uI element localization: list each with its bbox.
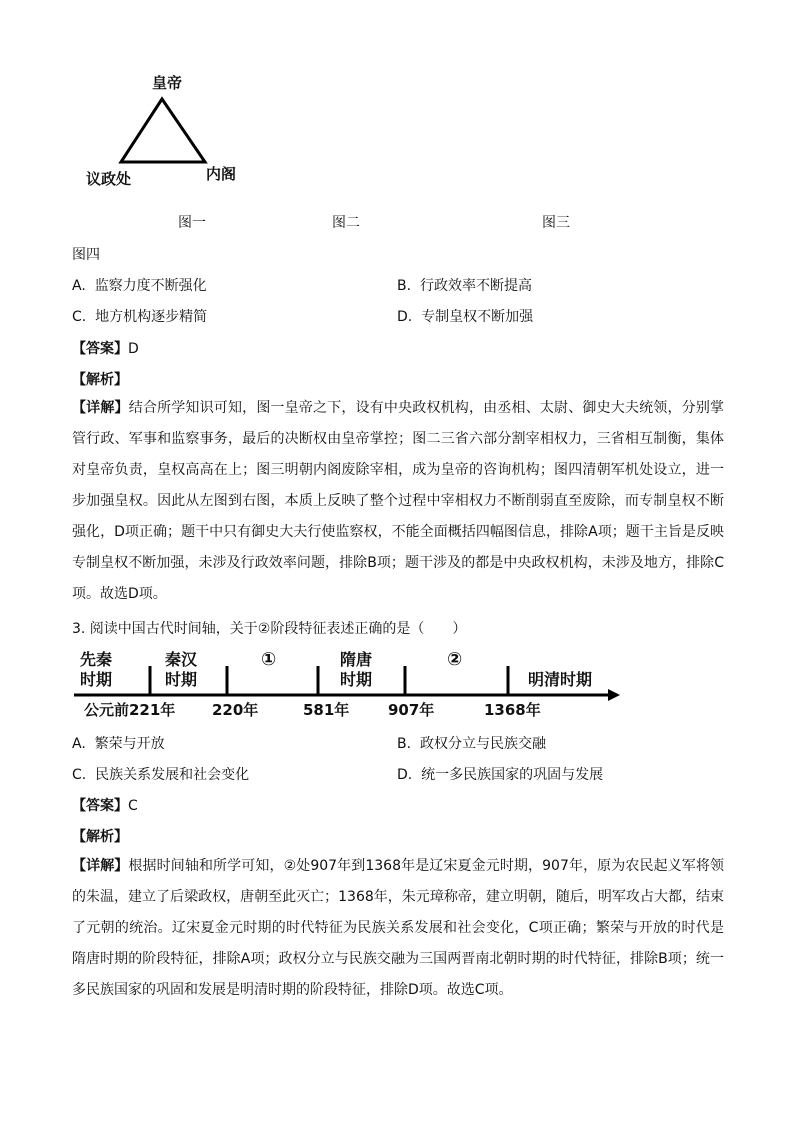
q3-answer: 【答案】C bbox=[72, 798, 138, 814]
figure-label-1: 图一 bbox=[178, 215, 206, 231]
timeline-period-2: ② bbox=[447, 649, 463, 670]
timeline-date-5: 1368年 bbox=[484, 701, 541, 719]
timeline-period-pre-qin: 先秦 时期 bbox=[80, 650, 113, 689]
diagram-left-label: 议政处 bbox=[86, 170, 132, 188]
timeline-date-1: 公元前221年 bbox=[84, 701, 176, 719]
timeline-date-2: 220年 bbox=[212, 701, 259, 719]
figure-label-4: 图四 bbox=[72, 247, 100, 263]
timeline-period-1: ① bbox=[261, 649, 277, 670]
timeline-period-qin-han: 秦汉 时期 bbox=[165, 650, 198, 689]
diagram-top-label: 皇帝 bbox=[152, 74, 183, 92]
q2-detail: 【详解】结合所学知识可知，图一皇帝之下，设有中央政权机构，由丞相、太尉、御史大夫统领，分别掌管行政、军事和监察事务，最后的决断权由皇帝掌控；图二三省六部分割宰相权力，三省相互制衡，集体对皇帝负责，皇权高高在上；图三明朝内阁废除宰相，成为皇帝的咨询机构；图四清朝军机处设立，进一步加强皇权。因此从左图到右图，本质上反映了整个过程中宰相权力不断削弱直至废除，而专制皇权不断强化，D项正确；题干中只有御史大夫行使监察权，不能全面概括四幅图信息，排除A项；题干主旨是反映专制皇权不断加强，未涉及行政效率问题，排除B项；题干涉及的都是中央政权机构，未涉及地方，排除C项。故选D项。 bbox=[72, 400, 725, 602]
triangle-diagram bbox=[115, 95, 215, 170]
q3-option-c: C. 民族关系发展和社会变化 bbox=[72, 767, 250, 783]
q2-answer: 【答案】D bbox=[72, 341, 139, 357]
figure-label-3: 图三 bbox=[542, 215, 570, 231]
timeline-period-ming-qing: 明清时期 bbox=[528, 670, 593, 689]
timeline-date-3: 581年 bbox=[303, 701, 350, 719]
q2-analysis-label: 【解析】 bbox=[72, 372, 128, 388]
diagram-right-label: 内阁 bbox=[206, 165, 237, 183]
figure-label-2: 图二 bbox=[332, 215, 360, 231]
timeline-date-4: 907年 bbox=[388, 701, 435, 719]
q3-analysis-label: 【解析】 bbox=[72, 829, 128, 845]
q3-option-a: A. 繁荣与开放 bbox=[72, 736, 165, 752]
q2-option-c: C. 地方机构逐步精简 bbox=[72, 309, 208, 325]
q3-option-d: D. 统一多民族国家的巩固与发展 bbox=[397, 767, 604, 783]
timeline-period-sui-tang: 隋唐 时期 bbox=[340, 650, 373, 689]
q2-option-a: A. 监察力度不断强化 bbox=[72, 278, 207, 294]
q3-detail: 【详解】根据时间轴和所学可知，②处907年到1368年是辽宋夏金元时期，907年，原为农民起义军将领的朱温，建立了后梁政权，唐朝至此灭亡；1368年，朱元璋称帝，建立明朝，随后，明军攻占大都，结束了元朝的统治。辽宋夏金元时期的时代特征为民族关系发展和社会变化，C项正确；繁荣与开放的时代是隋唐时期的阶段特征，排除A项；政权分立与民族交融为三国两晋南北朝时期的时代特征，排除B项；统一多民族国家的巩固和发展是明清时期的阶段特征，排除D项。故选C项。 bbox=[72, 858, 725, 998]
q2-option-d: D. 专制皇权不断加强 bbox=[397, 309, 534, 325]
q2-option-b: B. 行政效率不断提高 bbox=[397, 278, 532, 294]
q3-question: 3. 阅读中国古代时间轴，关于②阶段特征表述正确的是（ ） bbox=[72, 621, 467, 637]
q3-option-b: B. 政权分立与民族交融 bbox=[397, 736, 546, 752]
